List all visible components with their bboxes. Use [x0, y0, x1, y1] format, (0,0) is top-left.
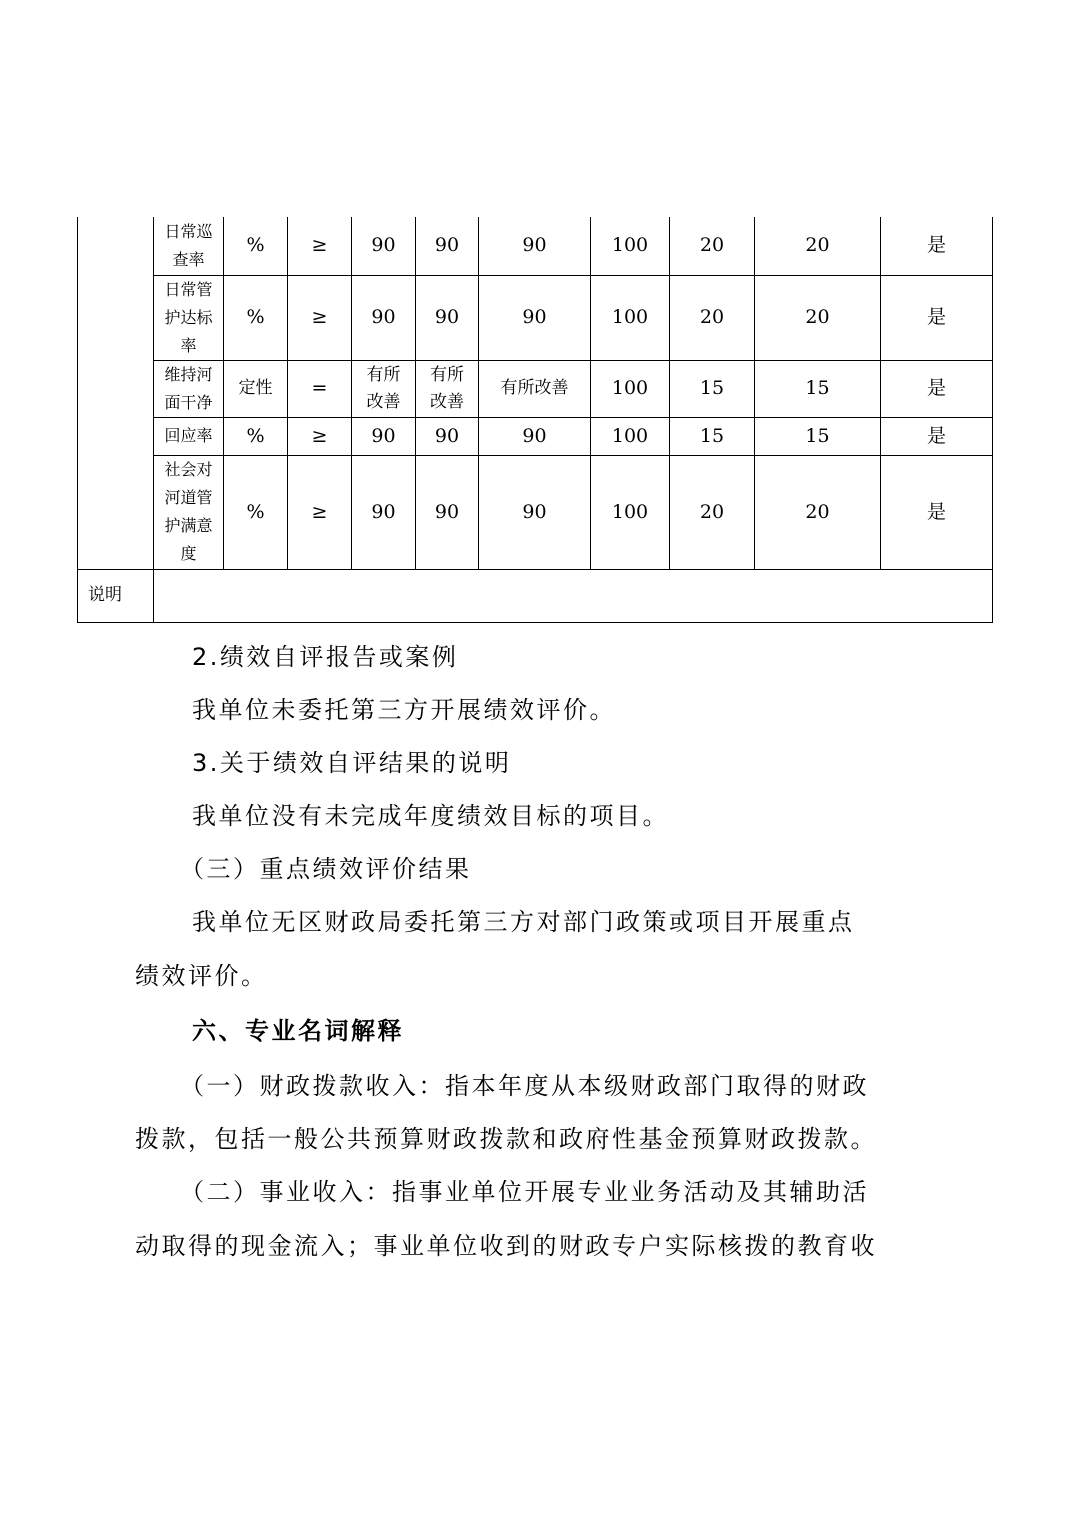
table-row: [78, 275, 993, 360]
note-row: [78, 569, 993, 622]
unit-cell: 定性: [224, 360, 288, 417]
rate-cell: 100: [591, 217, 670, 275]
indicator-name: 日常巡查率: [154, 217, 224, 275]
paragraph-term2-line1: （二）事业收入：指事业单位开展专业业务活动及其辅助活: [180, 1178, 869, 1206]
target-cell: 90: [352, 275, 416, 360]
score-cell: 20: [755, 275, 881, 360]
heading-key-eval: （三）重点绩效评价结果: [180, 855, 472, 883]
table-row: [78, 417, 993, 455]
heading-self-eval: 2.绩效自评报告或案例: [192, 643, 459, 671]
indicator-name: 日常管护达标率: [154, 275, 224, 360]
table-row: [78, 217, 993, 275]
score-cell: 20: [755, 455, 881, 569]
plan-cell: 90: [416, 417, 479, 455]
target-cell: 90: [352, 455, 416, 569]
rate-cell: 100: [591, 275, 670, 360]
weight-cell: 20: [670, 217, 755, 275]
category-cell: [78, 217, 154, 569]
operator-cell: ≥: [288, 217, 352, 275]
paragraph-self-eval: 我单位未委托第三方开展绩效评价。: [192, 696, 616, 724]
paragraph-result-note: 我单位没有未完成年度绩效目标的项目。: [192, 802, 669, 830]
weight-cell: 15: [670, 360, 755, 417]
unit-cell: %: [224, 417, 288, 455]
met-cell: 是: [881, 275, 993, 360]
plan-cell: 90: [416, 275, 479, 360]
unit-cell: %: [224, 455, 288, 569]
note-label: 说明: [78, 569, 154, 622]
target-cell: 90: [352, 417, 416, 455]
rate-cell: 100: [591, 455, 670, 569]
heading-result-note: 3.关于绩效自评结果的说明: [192, 749, 512, 777]
weight-cell: 15: [670, 417, 755, 455]
actual-cell: 90: [479, 455, 591, 569]
actual-cell: 90: [479, 217, 591, 275]
rate-cell: 100: [591, 360, 670, 417]
unit-cell: %: [224, 217, 288, 275]
met-cell: 是: [881, 417, 993, 455]
table-row: [78, 455, 993, 569]
met-cell: 是: [881, 217, 993, 275]
heading-terms: 六、专业名词解释: [192, 1017, 404, 1045]
met-cell: 是: [881, 360, 993, 417]
operator-cell: ≥: [288, 275, 352, 360]
table-row: [78, 360, 993, 417]
paragraph-term2-line2: 动取得的现金流入；事业单位收到的财政专户实际核拨的教育收: [135, 1232, 877, 1260]
weight-cell: 20: [670, 275, 755, 360]
operator-cell: ≥: [288, 455, 352, 569]
score-cell: 15: [755, 360, 881, 417]
plan-cell: 有所改善: [416, 360, 479, 417]
weight-cell: 20: [670, 455, 755, 569]
actual-cell: 有所改善: [479, 360, 591, 417]
paragraph-term1-line1: （一）财政拨款收入：指本年度从本级财政部门取得的财政: [180, 1072, 869, 1100]
indicator-name: 社会对河道管护满意度: [154, 455, 224, 569]
actual-cell: 90: [479, 417, 591, 455]
paragraph-term1-line2: 拨款，包括一般公共预算财政拨款和政府性基金预算财政拨款。: [135, 1125, 877, 1153]
score-cell: 15: [755, 417, 881, 455]
indicator-name: 维持河面干净: [154, 360, 224, 417]
target-cell: 90: [352, 217, 416, 275]
performance-table: [77, 217, 993, 623]
operator-cell: ≥: [288, 417, 352, 455]
rate-cell: 100: [591, 417, 670, 455]
target-cell: 有所改善: [352, 360, 416, 417]
score-cell: 20: [755, 217, 881, 275]
note-value: [154, 569, 993, 622]
operator-cell: =: [288, 360, 352, 417]
unit-cell: %: [224, 275, 288, 360]
plan-cell: 90: [416, 455, 479, 569]
plan-cell: 90: [416, 217, 479, 275]
paragraph-key-eval-line2: 绩效评价。: [135, 962, 268, 990]
indicator-name: 回应率: [154, 417, 224, 455]
paragraph-key-eval-line1: 我单位无区财政局委托第三方对部门政策或项目开展重点: [192, 908, 855, 936]
met-cell: 是: [881, 455, 993, 569]
actual-cell: 90: [479, 275, 591, 360]
